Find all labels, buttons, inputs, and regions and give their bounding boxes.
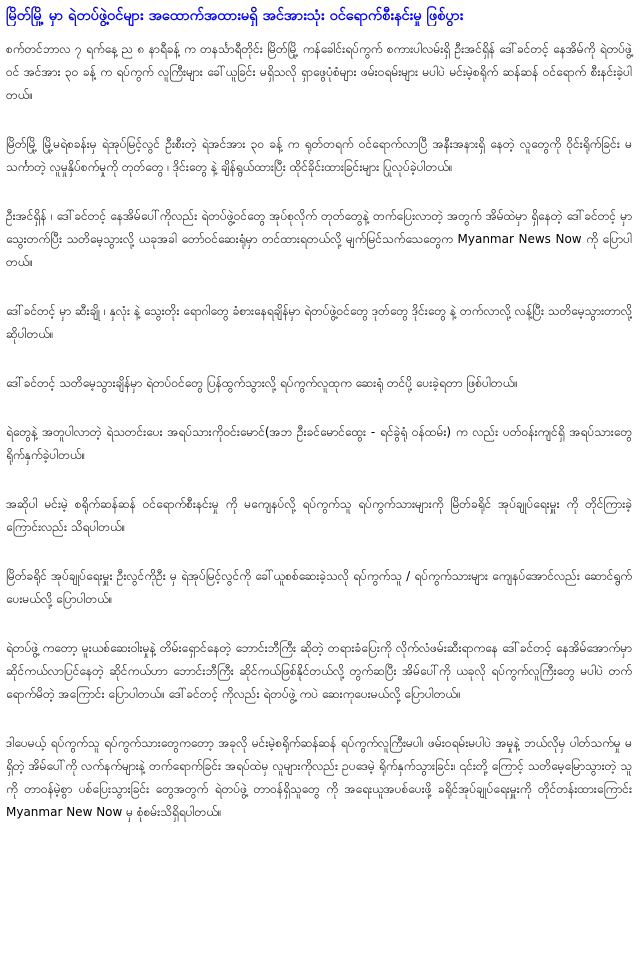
paragraph-10: ဒါပေမယ့် ရပ်ကွက်သူ ရပ်ကွက်သားတွေကတော့ အခုလို မင်းမဲ့စရိုက်ဆန်ဆန် ရပ်ကွက်လူကြီးမပါ၊ ဖမ်းဝရမ်းမပါပဲ အမှုနဲ့ ဘယ်လိုမှ ပါတ်သက်မှု မရှိတဲ့ အိမ်ပေါ်ကို လက်နက်များနဲ့ တက်ရောက်ခြင်း အရပ်ထဲမှ လူများကိုလည်း ဥပဒေမဲ့ ရိုက်နှက်သွားခြင်း၊ ၎င်းတို့ ကြောင့် သတိမေ့မြောသွားတဲ့ သူကို တာဝန်မဲ့စွာ ပစ်ပြေးသွားခြင်း တွေအတွက် ရဲတပ်ဖွဲ့ တာဝန်ရှိသူတွေ ကို အရေးယူအပစ်ပေးဖို့ ခရိုင်အုပ်ချုပ်ရေးမှူးကို တိုင်တန်းထားကြောင်း Myanmar New Now မှ စုံစမ်းသိရှိရပါတယ်။ bbox=[6, 736, 632, 819]
paragraph-2: မြိတ်မြို့ မြို့မရဲစခန်းမှ ရဲအုပ်မြင့်လွင် ဦးစီးတဲ့ ရဲအင်အား ၃၀ ခန့် က ရုတ်တရက် ဝင်ရောက်လာပြီ အနီးအနားရှိ နေတဲ့ လူတွေကို ဝိုင်းရိုက်ခြင်း မသင်္ကာတဲ့ လူမှုနှိပ်စက်မှုကို တုတ်တွေ ၊ ဒိုင်းတွေ နဲ့ ချိန်ရွယ်ထားပြီး ထိုင်ခိုင်းထားခြင်းများ ပြုလုပ်ခဲ့ပါတယ်။ bbox=[6, 137, 632, 174]
paragraph-7: အဆိုပါ မင်းမဲ့ စရိုက်ဆန်ဆန် ဝင်ရောက်စီးနင်းမှု ကို မကျေနပ်လို့ ရပ်ကွက်သူ ရပ်ကွက်သားများကို မြိတ်ခရိုင် အုပ်ချုပ်ရေးမှူး ကို တိုင်ကြားခဲ့ကြောင်းလည်း သိရပါတယ်။ bbox=[6, 497, 632, 534]
article-headline: မြိတ်မြို့ မှာ ရဲတပ်ဖွဲ့ဝင်များ အထောက်အထားမရှိ အင်အားသုံး ဝင်ရောက်စီးနင်းမှု ဖြစ်ပွား bbox=[6, 8, 464, 24]
paragraph-6: ရဲတွေနဲ့ အတူပါလာတဲ့ ရဲသတင်းပေး အရပ်သားကိုဝင်းမောင်(အဘ ဦးခင်မောင်ထွေး - ရင်ခွဲရုံ ဝန်ထမ်း) က လည်း ပတ်ဝန်းကျင်ရှိ အရပ်သားတွေ ရိုက်နှက်ခဲ့ပါတယ်။ bbox=[6, 425, 632, 462]
paragraph-4: ဒေါ်ခင်တင့် မှာ ဆီးချို ၊ နှလုံး နဲ့ သွေးတိုး ရောဂါတွေ ခံစားနေရချိန်မှာ ရဲတပ်ဖွဲ့ဝင်တွေ ဒုတ်တွေ ဒိုင်းတွေ နဲ့ တက်လာလို့ လန့်ပြီး သတိမေ့သွားတာလို့ ဆိုပါတယ်။ bbox=[6, 304, 632, 341]
paragraph-9: ရဲတပ်ဖွဲ့ ကတော့ မူးယစ်ဆေးဝါးမှုနဲ့ တိမ်းရှောင်နေတဲ့ ဘောင်းဘီကြီး ဆိုတဲ့ တရားခံပြေးကို လိုက်လံဖမ်းဆီးရာကနေ ဒေါ်ခင်တင့် နေအိမ်အောက်မှာ ဆိုင်ကယ်လာပြင်နေတဲ့ ဆိုင်ကယ်ဟာ ဘောင်းဘီကြီး ဆိုင်ကယ်ဖြစ်နိုင်တယ်လို့ တွက်ဆပြီး အိမ်ပေါ်ကို ယခုလို ရပ်ကွက်လူကြီးတွေ မပါပဲ တက်ရောက်မိတဲ့ အကြောင်း ပြောပါတယ်။ ဒေါ်ခင်တင့် ကိုလည်း ရဲတပ်ဖွဲ့ ကပဲ ဆေးကုပေးမယ်လို့ ပြောပါတယ်။ bbox=[6, 641, 632, 701]
paragraph-8: မြိတ်ခရိုင် အုပ်ချုပ်ရေးမှူး ဦးလွင်ကိုဦး မှ ရဲအုပ်မြင့်လွင်ကို ခေါ်ယူစစ်ဆေးခဲ့သလို ရပ်ကွက်သူ / ရပ်ကွက်သားများ ကျေနပ်အောင်လည်း ဆောင်ရွက်ပေးမယ်လို့ ပြောပါတယ်။ bbox=[6, 569, 632, 606]
article-body bbox=[6, 38, 632, 824]
paragraph-3: ဦးအင်ရှိန် ၊ ဒေါ်ခင်တင့် နေအိမ်ပေါ်ကိုလည်း ရဲတပ်ဖွဲ့ဝင်တွေ အုပ်စုလိုက် တုတ်တွေနဲ့ တက်ပြေးလာတဲ့ အတွက် အိမ်ထဲမှာ ရှိနေတဲ့ ဒေါ်ခင်တင့် မှာ သွေးတက်ပြီး သတိမေ့သွားလို့ ယခုအခါ တော်ဝင်ဆေးရုံမှာ တင်ထားရတယ်လို့ မျက်မြင်သက်သေတွေက Myanmar News Now ကို ပြောပါတယ်။ bbox=[6, 209, 632, 269]
paragraph-5: ဒေါ်ခင်တင့် သတိမေ့သွားချိန်မှာ ရဲတပ်ဝင်တွေ ပြန်ထွက်သွားလို့ ရပ်ကွက်လူထုက ဆေးရုံ တင်ပို့ ပေးခဲ့ရတာ ဖြစ်ပါတယ်။ bbox=[6, 376, 518, 390]
paragraph-1: စက်တင်ဘာလ ၇ ရက်နေ့ ည ၈ နာရီခန့် က တနင်္သာရီတိုင်း မြိတ်မြို့ ကန်ခေါင်းရပ်ကွက် စကားပါလမ်းရှိ ဦးအင်ရှိန် ဒေါ်ခင်တင့် နေအိမ်ကို ရဲတပ်ဖွဲ့ဝင် အင်အား ၃၀ ခန့် က ရပ်ကွက် လူကြီးများ ခေါ်ယူခြင်း မရှိသလို ရှာဖွေပုံစံများ ဖမ်းဝရမ်းများ မပါပဲ မင်းမဲ့စရိုက် ဆန်ဆန် ဝင်ရောက် စီးနင်းခဲ့ပါတယ်။ bbox=[6, 42, 632, 102]
